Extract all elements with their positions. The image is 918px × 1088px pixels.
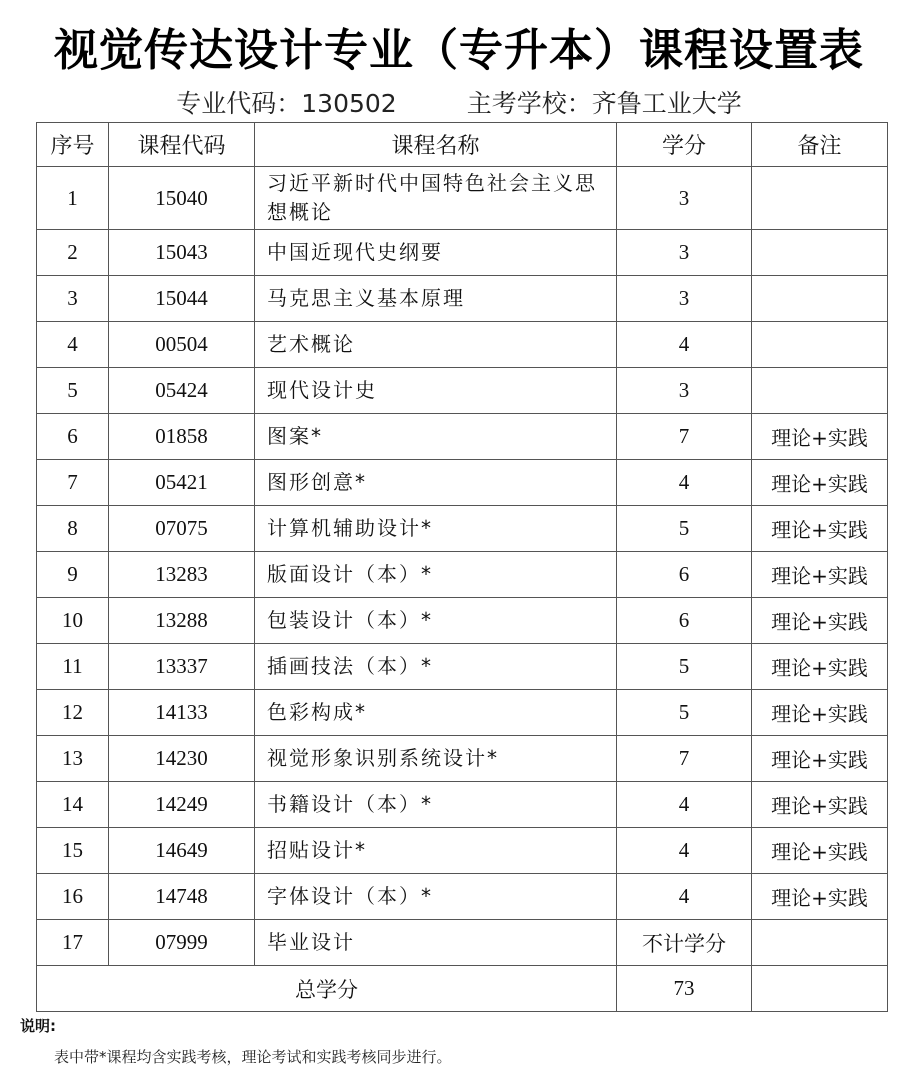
cell-no: 1	[37, 167, 109, 230]
cell-credit: 5	[617, 506, 752, 552]
cell-code: 14230	[109, 736, 255, 782]
cell-no: 3	[37, 276, 109, 322]
cell-credit: 5	[617, 644, 752, 690]
cell-note: 理论+实践	[752, 506, 888, 552]
cell-note: 理论+实践	[752, 736, 888, 782]
cell-name: 图形创意*	[255, 460, 617, 506]
table-row	[37, 920, 888, 966]
cell-credit: 3	[617, 167, 752, 230]
cell-credit: 7	[617, 414, 752, 460]
cell-name: 插画技法（本）*	[255, 644, 617, 690]
cell-no: 7	[37, 460, 109, 506]
header-credit: 学分	[617, 123, 752, 167]
cell-name: 艺术概论	[255, 322, 617, 368]
cell-code: 13283	[109, 552, 255, 598]
cell-code: 13337	[109, 644, 255, 690]
total-note	[752, 966, 888, 1012]
footnote-text: 表中带*课程均含实践考核，理论考试和实践考核同步进行。	[54, 1048, 452, 1066]
page-title: 视觉传达设计专业（专升本）课程设置表	[54, 25, 864, 76]
cell-note: 理论+实践	[752, 460, 888, 506]
cell-code: 00504	[109, 322, 255, 368]
cell-code: 05424	[109, 368, 255, 414]
table-row	[37, 322, 888, 368]
cell-credit: 4	[617, 874, 752, 920]
cell-credit: 3	[617, 276, 752, 322]
cell-credit: 6	[617, 552, 752, 598]
cell-name: 中国近现代史纲要	[255, 230, 617, 276]
table-row	[37, 506, 888, 552]
table-row	[37, 167, 888, 230]
table-row	[37, 460, 888, 506]
cell-note: 理论+实践	[752, 414, 888, 460]
cell-name: 字体设计（本）*	[255, 874, 617, 920]
cell-code: 05421	[109, 460, 255, 506]
major-code: 130502	[301, 89, 397, 118]
cell-code: 14249	[109, 782, 255, 828]
total-credits: 73	[617, 966, 752, 1012]
subtitle	[0, 84, 918, 120]
cell-name: 版面设计（本）*	[255, 552, 617, 598]
cell-note: 理论+实践	[752, 782, 888, 828]
cell-note: 理论+实践	[752, 598, 888, 644]
cell-no: 10	[37, 598, 109, 644]
cell-credit: 3	[617, 368, 752, 414]
cell-name: 毕业设计	[255, 920, 617, 966]
cell-note	[752, 368, 888, 414]
header-note: 备注	[752, 123, 888, 167]
cell-code: 13288	[109, 598, 255, 644]
table-row	[37, 690, 888, 736]
cell-name: 计算机辅助设计*	[255, 506, 617, 552]
cell-code: 14649	[109, 828, 255, 874]
cell-note	[752, 276, 888, 322]
cell-code: 14133	[109, 690, 255, 736]
table-row	[37, 414, 888, 460]
cell-note	[752, 920, 888, 966]
major-code-label: 专业代码：	[176, 89, 302, 118]
cell-code: 15044	[109, 276, 255, 322]
header-code: 课程代码	[109, 123, 255, 167]
cell-credit: 4	[617, 460, 752, 506]
table-row	[37, 552, 888, 598]
cell-credit: 不计学分	[617, 920, 752, 966]
table-row	[37, 736, 888, 782]
cell-code: 15040	[109, 167, 255, 230]
cell-name: 马克思主义基本原理	[255, 276, 617, 322]
cell-note	[752, 167, 888, 230]
cell-code: 07075	[109, 506, 255, 552]
header-name: 课程名称	[255, 123, 617, 167]
cell-note: 理论+实践	[752, 690, 888, 736]
cell-credit: 4	[617, 828, 752, 874]
cell-no: 16	[37, 874, 109, 920]
table-row	[37, 874, 888, 920]
cell-note: 理论+实践	[752, 552, 888, 598]
table-row	[37, 598, 888, 644]
table-row	[37, 828, 888, 874]
cell-no: 12	[37, 690, 109, 736]
cell-credit: 4	[617, 782, 752, 828]
cell-note	[752, 230, 888, 276]
cell-note: 理论+实践	[752, 828, 888, 874]
cell-note	[752, 322, 888, 368]
cell-credit: 7	[617, 736, 752, 782]
cell-name: 视觉形象识别系统设计*	[255, 736, 617, 782]
cell-name: 现代设计史	[255, 368, 617, 414]
cell-name: 包装设计（本）*	[255, 598, 617, 644]
cell-name: 习近平新时代中国特色社会主义思想概论	[255, 167, 617, 230]
table-row	[37, 368, 888, 414]
cell-no: 11	[37, 644, 109, 690]
cell-credit: 5	[617, 690, 752, 736]
cell-name: 图案*	[255, 414, 617, 460]
table-row	[37, 276, 888, 322]
cell-note: 理论+实践	[752, 874, 888, 920]
cell-no: 9	[37, 552, 109, 598]
cell-credit: 3	[617, 230, 752, 276]
cell-name: 招贴设计*	[255, 828, 617, 874]
cell-note: 理论+实践	[752, 644, 888, 690]
cell-name: 书籍设计（本）*	[255, 782, 617, 828]
course-table	[36, 122, 888, 1012]
total-row	[37, 966, 888, 1012]
footnote-heading: 说明:	[20, 1017, 56, 1035]
cell-no: 13	[37, 736, 109, 782]
cell-no: 2	[37, 230, 109, 276]
cell-no: 15	[37, 828, 109, 874]
cell-name: 色彩构成*	[255, 690, 617, 736]
table-row	[37, 782, 888, 828]
cell-credit: 6	[617, 598, 752, 644]
cell-no: 17	[37, 920, 109, 966]
total-label: 总学分	[37, 966, 617, 1012]
cell-no: 14	[37, 782, 109, 828]
table-row	[37, 644, 888, 690]
table-row	[37, 230, 888, 276]
cell-credit: 4	[617, 322, 752, 368]
cell-no: 6	[37, 414, 109, 460]
header-no: 序号	[37, 123, 109, 167]
school-label: 主考学校：	[466, 89, 592, 118]
cell-code: 15043	[109, 230, 255, 276]
cell-code: 14748	[109, 874, 255, 920]
school-name: 齐鲁工业大学	[591, 89, 742, 118]
header-row	[37, 123, 888, 167]
cell-no: 8	[37, 506, 109, 552]
cell-code: 07999	[109, 920, 255, 966]
cell-code: 01858	[109, 414, 255, 460]
cell-no: 5	[37, 368, 109, 414]
cell-no: 4	[37, 322, 109, 368]
